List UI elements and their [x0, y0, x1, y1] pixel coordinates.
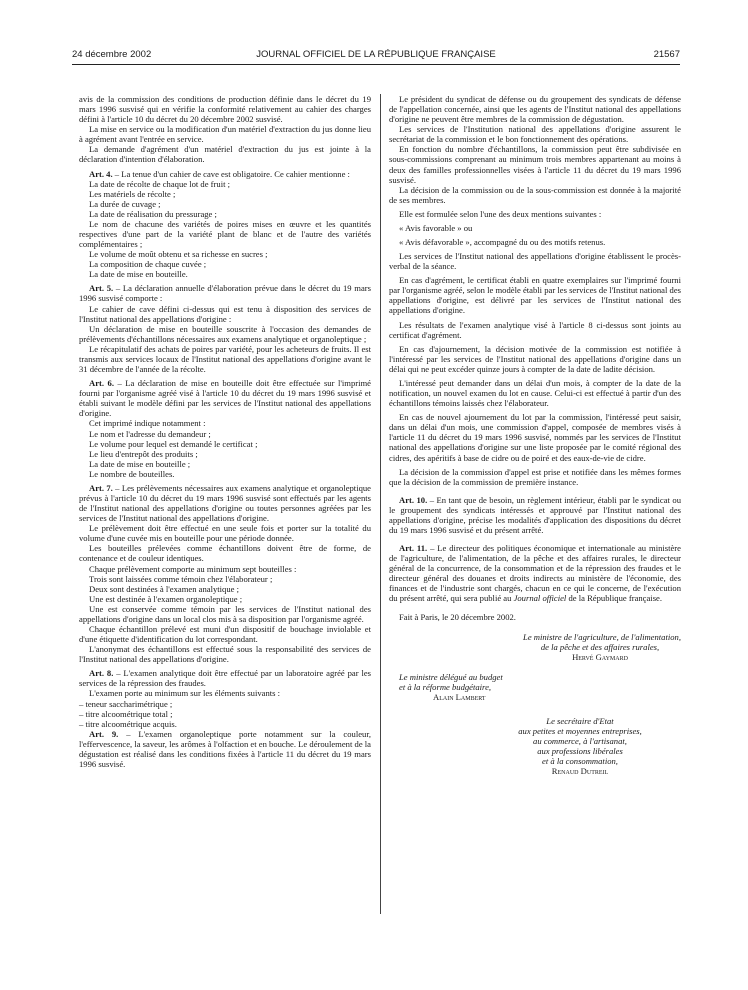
paragraph: L'examen porte au minimum sur les éléments suivants : — [89, 688, 281, 699]
list-item: La composition de chaque cuvée ; — [89, 259, 207, 270]
article-label: Art. 5. — [89, 283, 114, 294]
paragraph: Les services de l'Institution national des appellations d'origine assurent le secrétariat de la commission et le bon fonctionnement des opérations. — [389, 124, 681, 145]
paragraph: Le prélèvement doit être effectué en une seule fois et porter sur la totalité du volume d'une cuvée mis en bouteille pour une période donnée. — [79, 523, 371, 544]
signature-secretary — [389, 716, 681, 776]
paragraph: Elle est formulée selon l'une des deux mentions suivantes : — [399, 208, 602, 219]
list-item: La durée de cuvage ; — [89, 198, 161, 209]
list-item: Le volume pour lequel est demandé le certificat ; — [89, 438, 258, 449]
paragraph: Le récapitulatif des achats de poires par variété, pour les acheteurs de fruits. Il est transmis aux services locaux de l'Institut national des appellations d'origine avant le 31 décembre de l'année de la récolte. — [79, 343, 371, 375]
signatory-title: aux professions libérales — [537, 746, 623, 757]
signatory-title: et à la réforme budgétaire, — [399, 681, 492, 692]
article-text: – L'examen organoleptique porte notamment sur la couleur, l'effervescence, la saveur, les arômes à l'olfaction et en bouche. Le déroulement de la dégustation est réalisé dans les conditions fixées à l'article 11 du décret du 19 mars 1996 susvisé. — [79, 728, 372, 769]
list-item: La date de mise en bouteille. — [89, 269, 188, 280]
list-item: Chaque prélèvement comporte au minimum sept bouteilles : — [89, 563, 297, 574]
article-label: Art. 10. — [399, 494, 428, 505]
paragraph: Un déclaration de mise en bouteille souscrite à l'occasion des demandes de prélèvements d'échantillons nécessaires aux examens analytique et organoleptique ; — [79, 323, 371, 344]
right-column — [389, 94, 681, 777]
article-11 — [389, 543, 681, 603]
page-number: 21567 — [653, 49, 680, 60]
dash-item: – titre alcoométrique total ; — [79, 708, 173, 719]
article-10 — [389, 495, 681, 535]
paragraph: La mise en service ou la modification d'un matériel d'extraction du jus donne lieu à agrément avant l'entrée en service. — [79, 124, 371, 145]
journal-name: Journal officiel — [513, 593, 567, 604]
article-6 — [79, 378, 371, 418]
signatory-title: Le secrétaire d'Etat — [546, 716, 614, 727]
article-9 — [79, 729, 371, 769]
paragraph: En cas de nouvel ajournement du lot par la commission, l'intéressé peut saisir, dans un délai d'un mois, une commission d'appel, composée de membres visés à l'article 11 du décret du 19 mars 1996 susvisé, nommés par les services de l'Institut national des appellations d'origine sur une liste proposée par le comité régional des cidres, des apéritifs à base de cidre ou de poiré et des eaux-de-vie de cidre. — [389, 412, 681, 463]
article-label: Art. 8. — [89, 668, 114, 679]
article-text: – L'examen analytique doit être effectué par un laboratoire agréé par les services de la répression des fraudes. — [79, 668, 371, 689]
signatory-name: Alain Lambert — [433, 691, 486, 702]
article-text: – Les prélèvements nécessaires aux examens analytique et organoleptique prévus à l'article 10 du décret du 19 mars 1996 susvisé sont effectués par les agents de l'Institut national des appellations d'origine ou toutes personnes agréées par les services de l'Institut national des appellations d'origine. — [79, 482, 371, 524]
page-header — [72, 49, 680, 63]
paragraph: En cas d'ajournement, la décision motivée de la commission est notifiée à l'intéressé par les services de l'Institut national des appellations d'origine dans un délai qui ne peut excéder quinze jours à compter de la date de ladite décision. — [389, 343, 681, 374]
list-item: La date de réalisation du pressurage ; — [89, 208, 217, 219]
paragraph: Le cahier de cave défini ci-dessus qui est tenu à disposition des services de l'Institut national des appellations d'origine : — [79, 303, 371, 324]
signatory-title: aux petites et moyennes entreprises, — [518, 726, 642, 737]
paragraph: Une est conservée comme témoin par les services de l'Institut national des appellations d'origine dans un local clos mis à sa disposition par l'organisme agréé. — [79, 603, 371, 624]
signatory-title: et à la consommation, — [542, 756, 618, 767]
list-item: Le nom et l'adresse du demandeur ; — [89, 428, 211, 439]
article-text: de la République française. — [566, 593, 662, 604]
signatory-title: Le ministre de l'agriculture, de l'alimentation, — [523, 631, 681, 642]
paragraph: L'intéressé peut demander dans un délai d'un mois, à compter de la date de la notification, un nouvel examen du lot en cause. Celui-ci est effectué à partir d'un des échantillons témoins laissés chez l'élaborateur. — [389, 377, 681, 409]
paragraph: Chaque échantillon prélevé est muni d'un dispositif de bouchage inviolable et d'une étiquette d'identification du lot correspondant. — [79, 623, 371, 645]
article-text: – La déclaration annuelle d'élaboration prévue dans le décret du 19 mars 1996 susvisé comporte : — [79, 283, 372, 304]
paragraph: « Avis favorable » ou — [399, 222, 473, 233]
list-item: Cet imprimé indique notamment : — [89, 418, 206, 429]
article-8 — [79, 668, 371, 688]
article-label: Art. 7. — [89, 482, 113, 493]
article-text: – La tenue d'un cahier de cave est obligatoire. Ce cahier mentionne : — [112, 168, 350, 179]
column-separator — [380, 94, 381, 914]
article-label: Art. 11. — [399, 543, 428, 554]
paragraph: En fonction du nombre d'échantillons, la commission peut être subdivisée en sous-commissions comprenant au minimum trois membres appartenant au moins à deux des familles professionnelles visées à l'article 11 du décret du 19 mars 1996 susvisé. — [389, 144, 681, 185]
paragraph: Le nom de chacune des variétés de poires mises en œuvre et les quantités respectives d'une part de la variété plant de blanc et de l'autre des variétés complémentaires ; — [79, 218, 371, 250]
article-7 — [79, 483, 371, 523]
paragraph: L'anonymat des échantillons est effectué sous la responsabilité des services de l'Institut national des appellations d'origine. — [79, 644, 371, 665]
paragraph: La demande d'agrément d'un matériel d'extraction du jus est jointe à la déclaration d'intention d'élaboration. — [79, 144, 371, 165]
list-item: Deux sont destinées à l'examen analytique ; — [89, 583, 239, 594]
signatory-name: Renaud Dutreil — [551, 766, 609, 777]
list-item: Le lieu d'entrepôt des produits ; — [89, 448, 198, 459]
paragraph: Les résultats de l'examen analytique visé à l'article 8 ci-dessus sont joints au certificat d'agrément. — [389, 319, 681, 340]
list-item: La date de mise en bouteille ; — [89, 458, 191, 469]
list-item: Une est destinée à l'examen organoleptique ; — [89, 593, 243, 604]
signatory-title: au commerce, à l'artisanat, — [533, 736, 627, 747]
article-text: – La déclaration de mise en bouteille doit être effectuée sur l'imprimé fourni par l'organisme agréé visé à l'article 10 du décret du 19 mars 1996 susvisé et établi suivant le modèle défini par les services de l'Institut national des appellations d'origine. — [79, 378, 372, 419]
issue-date: 24 décembre 2002 — [72, 49, 152, 60]
header-rule — [72, 64, 680, 65]
article-text: – En tant que de besoin, un règlement intérieur, établi par le syndicat ou le groupement des syndicats intéressés et approuvé par l'Institut national des appellations d'origine, précise les modalités d'application des dispositions du décret du 19 mars 1996 susvisé et du présent arrêté. — [389, 494, 682, 535]
article-label: Art. 9. — [89, 728, 119, 739]
journal-title: JOURNAL OFFICIEL DE LA RÉPUBLIQUE FRANÇAISE — [256, 49, 496, 60]
signatory-title: Le ministre délégué au budget — [399, 671, 503, 682]
paragraph: Les services de l'Institut national des appellations d'origine établissent le procès-verbal de la séance. — [389, 251, 681, 272]
signature-minister-agriculture — [389, 632, 681, 662]
signatory-title: de la pêche et des affaires rurales, — [540, 641, 660, 652]
dash-item: – titre alcoométrique acquis. — [79, 718, 177, 729]
article-4 — [79, 169, 371, 179]
signing-date: Fait à Paris, le 20 décembre 2002. — [399, 611, 516, 622]
list-item: Le nombre de bouteilles. — [89, 468, 175, 479]
article-text: – Le directeur des politiques économique et internationale au ministère de l'agriculture, de l'alimentation, de la pêche et des affaires rurales, le directeur général de la concurrence, de la consommation et de la répression des fraudes et le directeur général des douanes et droits indirects au ministère de l'économie, des finances et de l'industrie sont chargés, chacun en ce qui le concerne, de l'exécution du présent arrêté, qui sera publié au — [389, 543, 681, 604]
article-5 — [79, 283, 371, 303]
signatory-name: Hervé Gaymard — [572, 651, 628, 662]
paragraph: En cas d'agrément, le certificat établi en quatre exemplaires sur l'imprimé fourni par l'organisme agréé, selon le modèle établi par les services de l'Institut national des appellations d'origine, est délivré par les services de l'Institut national des appellations d'origine. — [389, 275, 681, 316]
paragraph: La décision de la commission ou de la sous-commission est donnée à la majorité de ses membres. — [389, 184, 681, 205]
dash-item: – teneur saccharimétrique ; — [79, 698, 173, 709]
article-label: Art. 4. — [89, 168, 113, 179]
signature-minister-budget — [389, 672, 681, 702]
paragraph: Les bouteilles prélevées comme échantillons doivent être de forme, de contenance et de couleur identiques. — [79, 543, 371, 564]
list-item: La date de récolte de chaque lot de fruit ; — [89, 178, 231, 189]
left-column — [79, 94, 371, 769]
paragraph: « Avis défavorable », accompagné du ou des motifs retenus. — [399, 237, 606, 248]
list-item: Les matériels de récolte ; — [89, 188, 176, 199]
paragraph: Le président du syndicat de défense ou du groupement des syndicats de défense de l'appellation concernée, ainsi que les agents de l'Institut national des appellations d'origine ne peuvent être membres de la commission de dégustation. — [389, 94, 681, 125]
list-item: Trois sont laissées comme témoin chez l'élaborateur ; — [89, 573, 273, 584]
article-label: Art. 6. — [89, 378, 114, 389]
paragraph: La décision de la commission d'appel est prise et notifiée dans les mêmes formes que la décision de la commission de première instance. — [389, 466, 681, 487]
list-item: Le volume de moût obtenu et sa richesse en sucres ; — [89, 249, 268, 260]
paragraph: avis de la commission des conditions de production définie dans le décret du 19 mars 1996 susvisé qui en vérifie la conformité relativement au cahier des charges défini à l'article 10 du décret du 20 décembre 2002 susvisé. — [79, 94, 371, 125]
